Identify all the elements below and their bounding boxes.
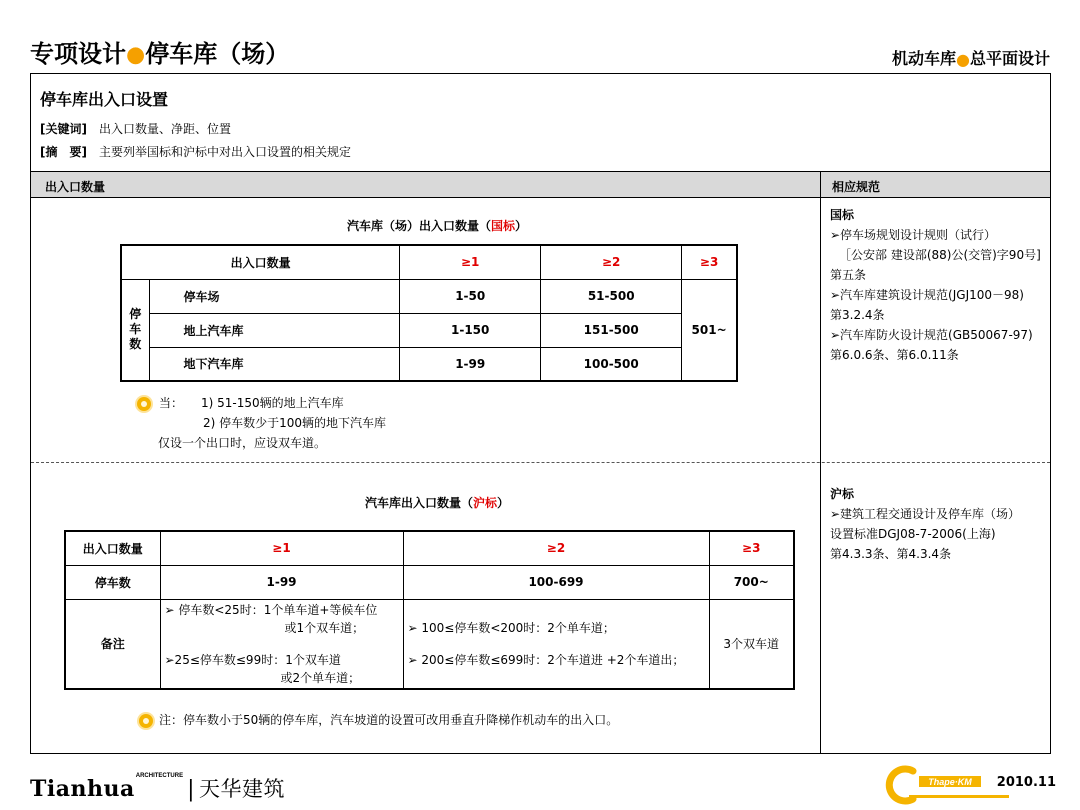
table-row bbox=[121, 279, 737, 313]
ref-line: 第6.0.6条、第6.0.11条 bbox=[830, 348, 959, 362]
caption-close: ） bbox=[497, 496, 510, 510]
caption-text: 汽车库出入口数量（ bbox=[365, 496, 474, 510]
ref-line: 第五条 bbox=[830, 268, 867, 282]
table-row bbox=[65, 565, 794, 599]
table-cell: 1-150 bbox=[400, 313, 541, 347]
hu-table bbox=[64, 530, 795, 690]
refs-gb bbox=[830, 205, 1041, 365]
column-right-label: 相应规范 bbox=[832, 180, 881, 194]
refs-hu bbox=[830, 484, 1020, 564]
note1-line1 bbox=[159, 393, 344, 413]
abstract-label: [摘 要] bbox=[40, 145, 87, 159]
row-label: 停车场 bbox=[149, 279, 400, 313]
ref-line: 第4.3.3条、第4.3.4条 bbox=[830, 547, 952, 561]
remark-line: ➢ 停车数<25时：1个单车道+等候车位 bbox=[164, 602, 378, 617]
table-cell: 100-500 bbox=[541, 347, 682, 381]
section-header bbox=[31, 74, 1050, 172]
table-cell: 100-699 bbox=[403, 565, 709, 599]
caption-text: 汽车库（场）出入口数量（ bbox=[347, 219, 492, 233]
abstract-text: 主要列举国标和沪标中对出入口设置的相关规定 bbox=[98, 145, 351, 159]
header-cell: ≥2 bbox=[541, 245, 682, 279]
dot-icon: ● bbox=[956, 50, 970, 69]
abstract-line bbox=[40, 141, 1050, 164]
ref-line: ➢汽车库建筑设计规范(JGJ100－98) bbox=[830, 288, 1024, 302]
remark-line: ➢ 200≤停车数≤699时：2个车道进 +2个车道出； bbox=[407, 652, 685, 667]
table-row bbox=[121, 347, 737, 381]
content-frame bbox=[30, 73, 1051, 754]
subtitle-part-b: 总平面设计 bbox=[969, 49, 1050, 68]
row-label: 备注 bbox=[65, 599, 160, 689]
table-cell: 151-500 bbox=[541, 313, 682, 347]
logo-sep: | bbox=[187, 777, 195, 802]
tianhua-logo bbox=[30, 773, 285, 803]
remark-cell bbox=[403, 599, 709, 689]
note2: 注：停车数小于50辆的停车库，汽车坡道的设置可改用垂直升降梯作机动车的出入口。 bbox=[159, 713, 619, 727]
note1-label: 当： bbox=[159, 396, 184, 410]
group-char: 停 bbox=[129, 307, 142, 322]
table-cell: 1-99 bbox=[400, 347, 541, 381]
page-title bbox=[30, 34, 289, 69]
table-cell: 1-50 bbox=[400, 279, 541, 313]
note1-line3: 仅设一个出口时，应设双车道。 bbox=[158, 436, 327, 450]
merged-cell: 501~ bbox=[682, 279, 737, 381]
remark-line: 或1个双车道； bbox=[284, 620, 365, 635]
date-label: 2010.11 bbox=[996, 775, 1056, 790]
page-subtitle bbox=[892, 46, 1050, 69]
table-cell: 51-500 bbox=[541, 279, 682, 313]
table-row bbox=[121, 245, 737, 279]
remark-cell: 3个双车道 bbox=[709, 599, 794, 689]
table1-caption bbox=[347, 217, 527, 234]
dashed-divider bbox=[31, 462, 1050, 463]
row-label: 地下汽车库 bbox=[149, 347, 400, 381]
caption-highlight: 国标 bbox=[491, 219, 516, 233]
keywords-line bbox=[40, 118, 1050, 141]
table-row bbox=[65, 531, 794, 565]
remark-line: ➢25≤停车数≤99时：1个双车道 bbox=[164, 652, 341, 667]
row-label: 地上汽车库 bbox=[149, 313, 400, 347]
group-label-cell bbox=[121, 279, 149, 381]
table-row bbox=[65, 599, 794, 689]
refs-heading: 沪标 bbox=[830, 487, 855, 501]
ref-line: ➢汽车库防火设计规范(GB50067-97) bbox=[830, 328, 1033, 342]
group-char: 数 bbox=[129, 337, 142, 352]
section-title: 停车库出入口设置 bbox=[40, 90, 169, 109]
keywords-label: [关键词] bbox=[40, 122, 87, 136]
table-cell: 1-99 bbox=[160, 565, 403, 599]
brand-text: Thape·KM bbox=[928, 777, 972, 787]
title-part-b: 停车库（场） bbox=[145, 40, 290, 68]
header-cell: 出入口数量 bbox=[65, 531, 160, 565]
caption-highlight: 沪标 bbox=[473, 496, 498, 510]
column-header-bar bbox=[31, 172, 1050, 198]
column-divider bbox=[820, 172, 821, 754]
brand-underline bbox=[909, 795, 1009, 798]
logo-en: Tianhua bbox=[30, 776, 135, 802]
keywords-text: 出入口数量、净距、位置 bbox=[98, 122, 231, 136]
header-cell: ≥1 bbox=[160, 531, 403, 565]
caption-close: ） bbox=[515, 219, 528, 233]
row-label: 停车数 bbox=[65, 565, 160, 599]
dot-icon: ● bbox=[126, 42, 146, 68]
header-cell: ≥1 bbox=[400, 245, 541, 279]
table-row bbox=[121, 313, 737, 347]
ref-line: ➢建筑工程交通设计及停车库（场） bbox=[830, 507, 1021, 521]
header-cell: ≥3 bbox=[682, 245, 737, 279]
note1-item: 1) 51-150辆的地上汽车库 bbox=[201, 396, 344, 410]
title-part-a: 专项设计 bbox=[30, 40, 126, 68]
ref-line: 设置标准DGJ08-7-2006(上海) bbox=[830, 527, 996, 541]
header-cell: 出入口数量 bbox=[121, 245, 400, 279]
ref-line: ➢停车场规划设计规则（试行） bbox=[830, 228, 997, 242]
sun-icon bbox=[137, 397, 151, 411]
group-char: 车 bbox=[129, 322, 142, 337]
note1-line2: 2) 停车数少于100辆的地下汽车库 bbox=[203, 416, 387, 430]
ref-line: 第3.2.4条 bbox=[830, 308, 885, 322]
subtitle-part-a: 机动车库 bbox=[892, 49, 957, 68]
column-left-label: 出入口数量 bbox=[45, 180, 106, 194]
logo-cn: 天华建筑 bbox=[199, 777, 285, 801]
refs-heading: 国标 bbox=[830, 208, 855, 222]
gb-table bbox=[120, 244, 738, 382]
header-cell: ≥3 bbox=[709, 531, 794, 565]
remark-line: 或2个单车道； bbox=[280, 670, 361, 685]
sun-icon bbox=[139, 714, 153, 728]
remark-cell bbox=[160, 599, 403, 689]
table-cell: 700~ bbox=[709, 565, 794, 599]
ref-line: ［公安部 建设部(88)公(交管)字90号] bbox=[839, 248, 1041, 262]
table2-caption bbox=[365, 494, 509, 511]
remark-line: ➢ 100≤停车数<200时：2个单车道； bbox=[407, 620, 615, 635]
logo-sup: ARCHITECTURE bbox=[135, 773, 184, 779]
header-cell: ≥2 bbox=[403, 531, 709, 565]
